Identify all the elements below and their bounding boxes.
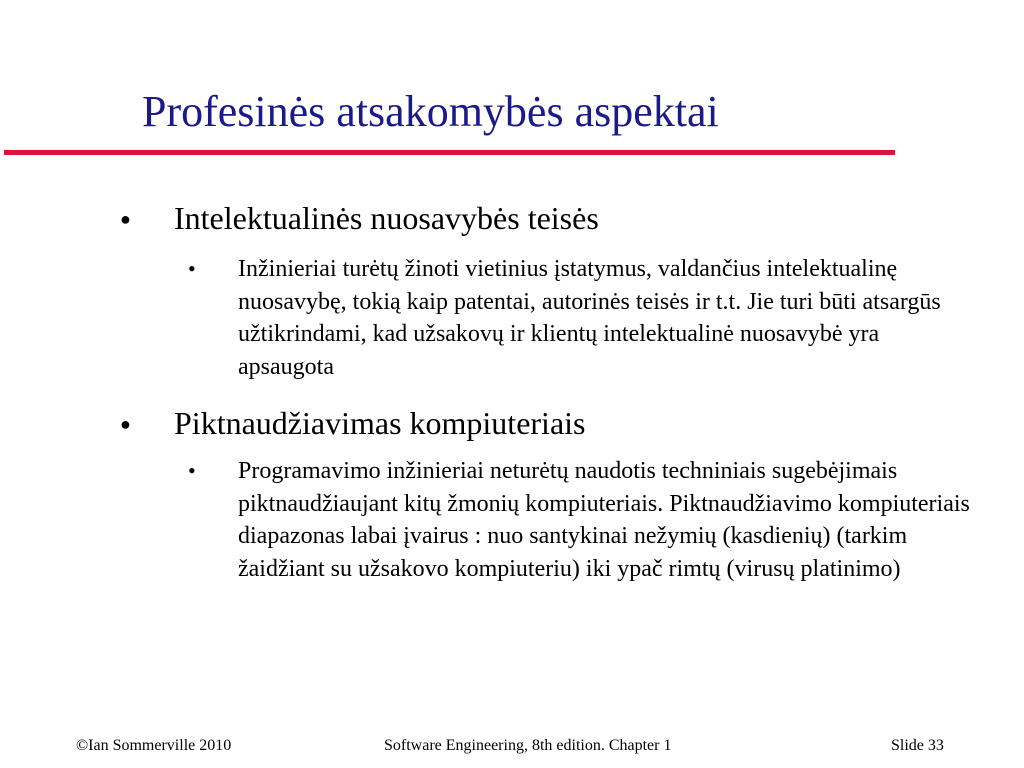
- slide-title: Profesinės atsakomybės aspektai: [142, 87, 719, 136]
- sub-bullet-marker: •: [188, 458, 196, 483]
- section-body: Inžinieriai turėtų žinoti vietinius įstatymus, valdančius intelektualinę nuosavybę, tokią kaip patentai, autorinės teisės ir t.t. Jie turi būti atsargūs užtikrindami, kad užsakovų ir klientų intelektualinė nuosavybė yra apsaugota: [238, 256, 941, 381]
- section-body: Programavimo inžinieriai neturėtų naudotis techniniais sugebėjimais piktnaudžiaujant kitų žmonių kompiuteriais. Piktnaudžiavimo kompiuteriais diapazonas labai įvairus : nuo santykinai nežymių (kasdienių) (tarkim žaidžiant su užsakovo kompiuteriu) iki ypač rimtų (virusų platinimo): [238, 458, 970, 583]
- sub-bullet-marker: •: [188, 256, 196, 281]
- section-heading: Piktnaudžiavimas kompiuteriais: [174, 405, 586, 441]
- footer-slide-number: Slide 33: [891, 737, 944, 754]
- footer-copyright: ©Ian Sommerville 2010: [76, 737, 232, 754]
- footer-book-title: Software Engineering, 8th edition. Chapter 1: [384, 737, 672, 754]
- section-heading: Intelektualinės nuosavybės teisės: [174, 200, 599, 236]
- bullet-marker: ●: [120, 414, 131, 434]
- title-divider: [4, 150, 895, 155]
- bullet-marker: ●: [120, 209, 131, 229]
